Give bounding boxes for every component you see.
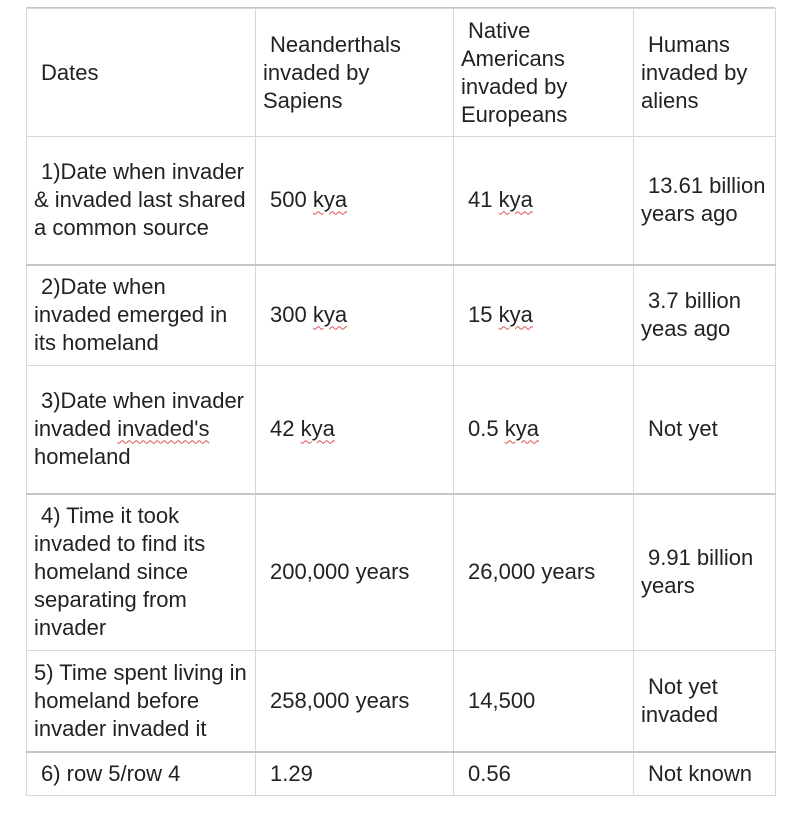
table-cell: 26,000 years (454, 494, 634, 651)
table-cell: 15 kya (454, 265, 634, 366)
table-cell: 300 kya (256, 265, 454, 366)
table-cell: 1.29 (256, 752, 454, 796)
comparison-table (26, 8, 776, 796)
row-label: 6) row 5/row 4 (27, 752, 256, 796)
header-cell-dates: Dates (27, 9, 256, 137)
table-cell: 3.7 billion yeas ago (634, 265, 776, 366)
table-row (27, 651, 776, 752)
table-cell: 0.56 (454, 752, 634, 796)
table-cell: Not yet (634, 366, 776, 494)
header-cell-native-americans: Native Americans invaded by Europeans (454, 9, 634, 137)
table-cell: 13.61 billion years ago (634, 137, 776, 265)
table-cell: 41 kya (454, 137, 634, 265)
table-cell: 42 kya (256, 366, 454, 494)
table-row (27, 366, 776, 494)
row-label: 4) Time it took invaded to find its homeland since separating from invader (27, 494, 256, 651)
table-cell: 0.5 kya (454, 366, 634, 494)
table-row (27, 265, 776, 366)
header-cell-humans: Humans invaded by aliens (634, 9, 776, 137)
row-label: 5) Time spent living in homeland before invader invaded it (27, 651, 256, 752)
row-label: 1)Date when invader & invaded last shared a common source (27, 137, 256, 265)
table-cell: 9.91 billion years (634, 494, 776, 651)
table-cell: 200,000 years (256, 494, 454, 651)
table-cell: 14,500 (454, 651, 634, 752)
table-cell: Not yet invaded (634, 651, 776, 752)
header-cell-neanderthals: Neanderthals invaded by Sapiens (256, 9, 454, 137)
table-row (27, 137, 776, 265)
row-label: 3)Date when invader invaded invaded's homeland (27, 366, 256, 494)
table-header-row (27, 9, 776, 137)
table-row (27, 494, 776, 651)
table-row (27, 752, 776, 796)
table-cell: Not known (634, 752, 776, 796)
table-cell: 500 kya (256, 137, 454, 265)
row-label: 2)Date when invaded emerged in its homeland (27, 265, 256, 366)
table-cell: 258,000 years (256, 651, 454, 752)
